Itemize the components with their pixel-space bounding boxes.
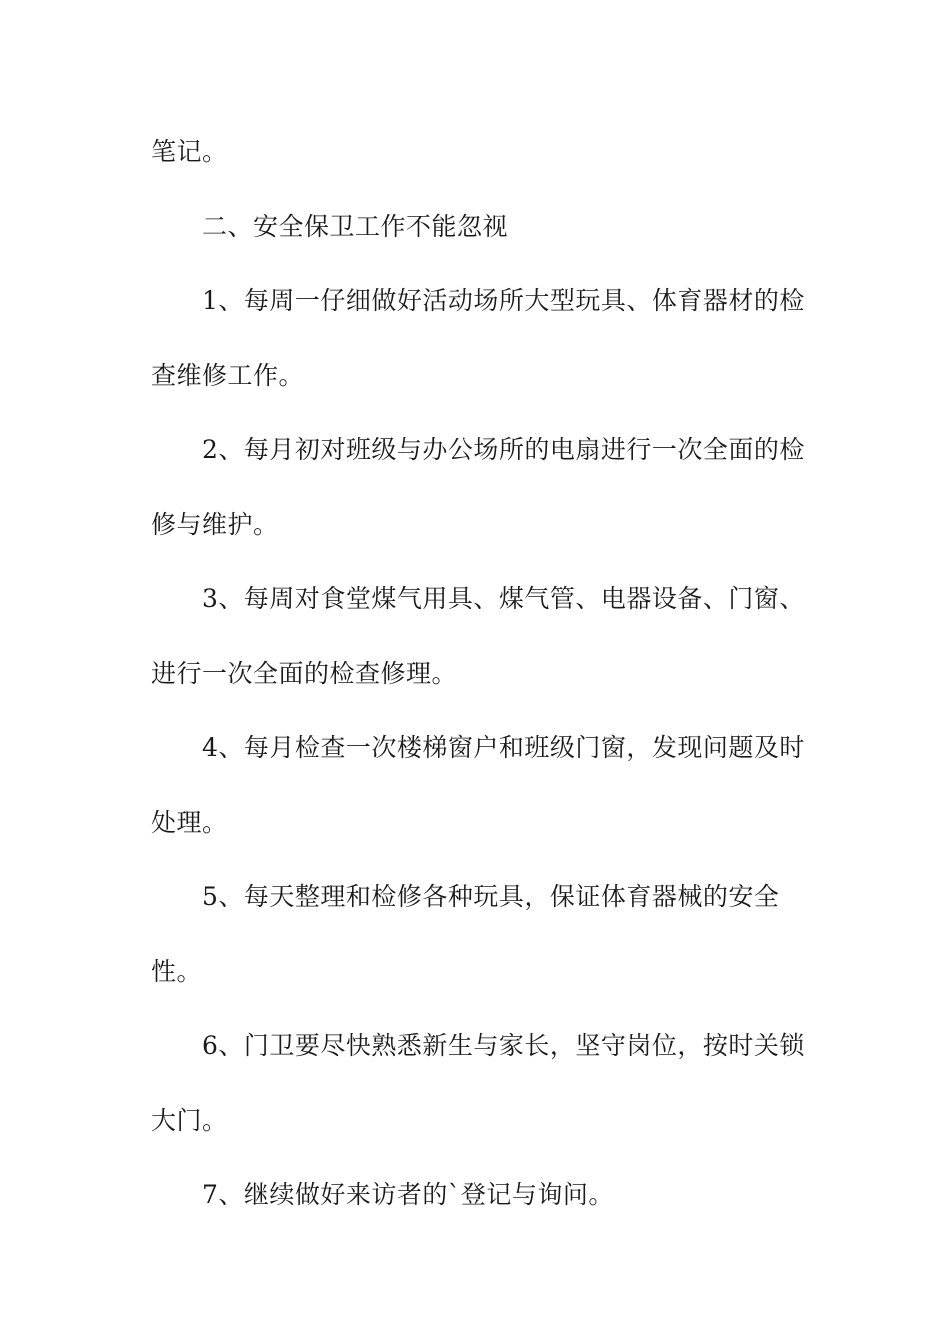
list-item-1: 1、每周一仔细做好活动场所大型玩具、体育器材的检 bbox=[202, 286, 805, 315]
list-item-6: 6、门卫要尽快熟悉新生与家长，坚守岗位，按时关锁 bbox=[202, 1031, 805, 1060]
list-item-4-continued: 处理。 bbox=[151, 807, 228, 837]
list-item-2-continued: 修与维护。 bbox=[151, 509, 279, 539]
text-line: 笔记。 bbox=[151, 137, 228, 166]
list-item-3: 3、每周对食堂煤气用具、煤气管、电器设备、门窗、 bbox=[202, 584, 805, 613]
list-item-5: 5、每天整理和检修各种玩具，保证体育器械的安全 bbox=[202, 882, 780, 911]
section-heading: 二、安全保卫工作不能忽视 bbox=[202, 211, 509, 241]
list-item-7: 7、继续做好来访者的`登记与询问。 bbox=[202, 1180, 614, 1209]
list-item-6-continued: 大门。 bbox=[151, 1105, 228, 1135]
document-body bbox=[151, 126, 811, 1244]
list-item-3-continued: 进行一次全面的检查修理。 bbox=[151, 658, 458, 688]
list-item-4: 4、每月检查一次楼梯窗户和班级门窗，发现问题及时 bbox=[202, 733, 805, 762]
list-item-2: 2、每月初对班级与办公场所的电扇进行一次全面的检 bbox=[202, 435, 805, 464]
list-item-5-continued: 性。 bbox=[151, 956, 203, 986]
list-item-1-continued: 查维修工作。 bbox=[151, 360, 305, 390]
